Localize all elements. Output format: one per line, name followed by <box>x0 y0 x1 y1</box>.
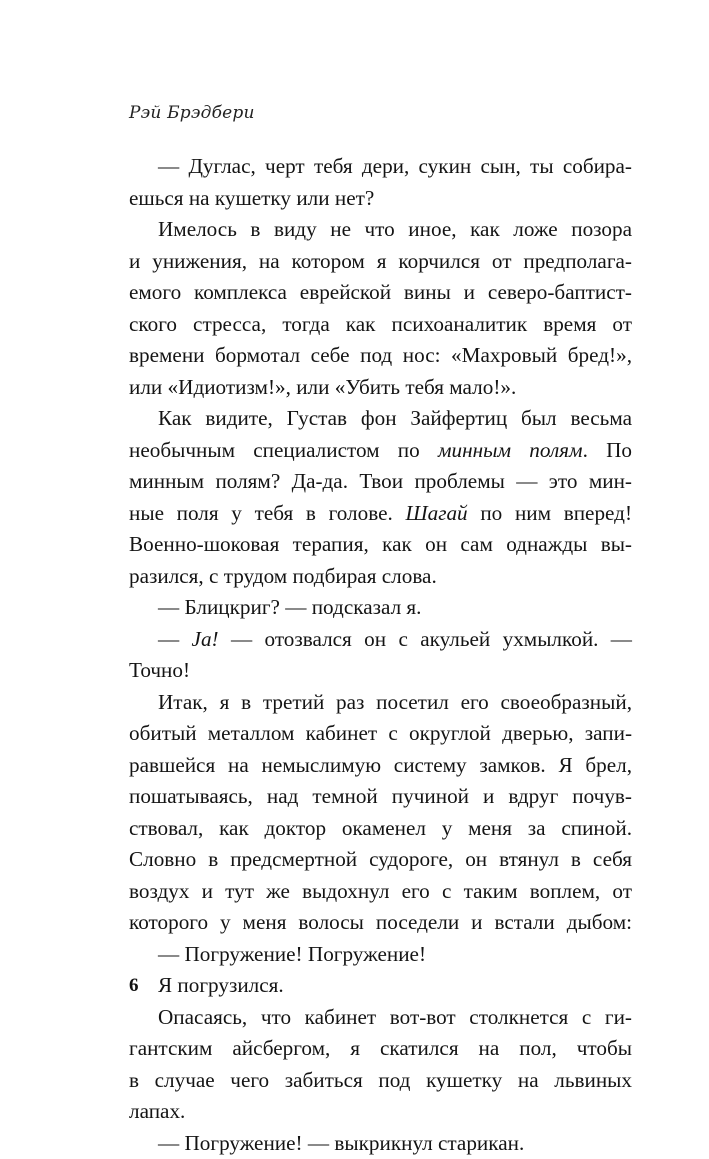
text-line: и унижения, на котором я корчился от предполага- <box>129 246 632 278</box>
text-line: Как видите, Густав фон Зайфертиц был весьма <box>129 403 632 435</box>
text-segment: . По <box>583 438 632 462</box>
text-segment: необычным специалистом по <box>129 438 420 462</box>
text-line: или «Идиотизм!», или «Убить тебя мало!». <box>129 372 632 404</box>
text-line: Военно-шоковая терапия, как он сам однажды вы- <box>129 529 632 561</box>
text-line: ешься на кушетку или нет? <box>129 183 632 215</box>
text-line: разился, с трудом подбирая слова. <box>129 561 632 593</box>
text-line: Словно в предсмертной судороге, он втянул в себя <box>129 844 632 876</box>
text-line: гантским айсбергом, я скатился на пол, чтобы <box>129 1033 632 1065</box>
text-line: Точно! <box>129 655 632 687</box>
text-line: которого у меня волосы поседели и встали дыбом: <box>129 907 632 939</box>
text-line: емого комплекса еврейской вины и северо-баптист- <box>129 277 632 309</box>
text-line: пошатываясь, над темной пучиной и вдруг почув- <box>129 781 632 813</box>
text-line: Итак, я в третий раз посетил его своеобразный, <box>129 687 632 719</box>
text-segment: — отозвался он с акульей ухмылкой. — <box>219 627 632 651</box>
text-segment: по ним вперед! <box>468 501 632 525</box>
running-head: Рэй Брэдбери <box>129 103 255 123</box>
text-line <box>129 435 632 467</box>
emphasis-text: Шагай <box>406 501 468 525</box>
text-line: равшейся на немыслимую систему замков. Я брел, <box>129 750 632 782</box>
text-line: ского стресса, тогда как психоаналитик время от <box>129 309 632 341</box>
emphasis-text: минным полям <box>438 438 583 462</box>
text-line: — Погружение! Погружение! <box>129 939 632 971</box>
emphasis-text: Ja! <box>192 627 219 651</box>
text-line: Имелось в виду не что иное, как ложе позора <box>129 214 632 246</box>
text-line: лапах. <box>129 1096 632 1128</box>
text-line <box>129 624 632 656</box>
text-line: Опасаясь, что кабинет вот-вот столкнется с ги- <box>129 1002 632 1034</box>
body-text <box>129 151 632 1159</box>
text-segment: ные поля у тебя в голове. <box>129 501 393 525</box>
text-line: воздух и тут же выдохнул его с таким воплем, от <box>129 876 632 908</box>
text-line: Я погрузился. <box>129 970 632 1002</box>
text-line: — Блицкриг? — подсказал я. <box>129 592 632 624</box>
text-line: обитый металлом кабинет с округлой дверью, запи- <box>129 718 632 750</box>
text-line <box>129 498 632 530</box>
text-segment: — <box>158 627 192 651</box>
text-line: в случае чего забиться под кушетку на львиных <box>129 1065 632 1097</box>
page-number: 6 <box>129 975 139 997</box>
text-line: времени бормотал себе под нос: «Махровый бред!», <box>129 340 632 372</box>
text-line: минным полям? Да-да. Твои проблемы — это мин- <box>129 466 632 498</box>
text-line: — Погружение! — выкрикнул старикан. <box>129 1128 632 1159</box>
text-line: — Дуглас, черт тебя дери, сукин сын, ты собира- <box>129 151 632 183</box>
text-line: ствовал, как доктор окаменел у меня за спиной. <box>129 813 632 845</box>
